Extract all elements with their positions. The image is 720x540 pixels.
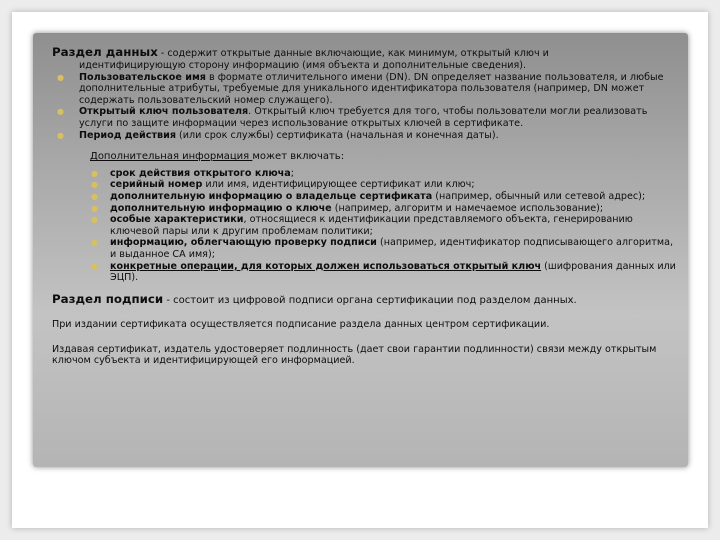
item-text: (например, обычный или сетевой адрес); [432, 190, 646, 202]
list-item [91, 237, 682, 260]
item-bold: Пользовательское имя [79, 71, 206, 83]
bullet-icon: ● [91, 180, 98, 190]
item-text: , относящиеся к идентификации представляемого объекта, генерированию ключевой пары или к другим проблемам политики; [110, 214, 633, 237]
list-item [91, 260, 682, 284]
data-section-list [52, 60, 682, 141]
item-bold: Открытый ключ пользователя [79, 106, 249, 118]
item-bold: особые характеристики [110, 214, 244, 226]
section-signature-title: Раздел подписи [52, 291, 164, 306]
section-data-heading [52, 46, 682, 60]
list-item [91, 202, 682, 215]
section-data-desc-cont: идентифицирующую сторону информацию (имя объекта и дополнительные сведения). [79, 60, 527, 71]
item-text: (шифрования данных или ЭЦП). [110, 260, 676, 284]
item-bold: дополнительную информацию о ключе [110, 202, 332, 214]
section-data-desc: - содержит открытые данные включающие, как минимум, открытый ключ и [157, 48, 549, 59]
item-bold: серийный номер [110, 179, 203, 191]
list-item [57, 129, 682, 142]
item-text: (например, алгоритм и намечаемое использование); [331, 202, 604, 214]
bullet-icon: ● [91, 238, 98, 248]
section-signature-desc: - состоит из цифровой подписи органа сертификации под разделом данных. [163, 294, 577, 306]
bullet-icon: ● [57, 130, 64, 140]
list-item [57, 71, 682, 107]
extra-info-list [90, 168, 682, 284]
bullet-icon: ● [91, 261, 98, 271]
bullet-icon: ● [91, 191, 98, 201]
slide-content [52, 46, 682, 367]
item-text-cont: пользователя, и любые дополнительные атрибуты, требуемые для уникального идентификатора пользователя (например, DN может содержать пользовательский номер служащего). [79, 71, 664, 106]
extra-info-title-rest: может включать: [252, 151, 345, 163]
bullet-icon: ● [91, 215, 98, 225]
list-item [91, 167, 682, 180]
list-item [57, 106, 682, 129]
extra-info-heading [90, 151, 682, 163]
list-item [91, 214, 682, 237]
item-bold: информацию, облегчающую проверку подписи [110, 237, 377, 249]
bullet-icon: ● [57, 107, 64, 117]
item-text: . Открытый ключ требуется для того, чтобы пользователи могли [248, 106, 581, 118]
extra-info-block [52, 151, 682, 284]
bullet-icon: ● [91, 168, 98, 178]
list-item [79, 60, 682, 72]
item-bold: Период действия [79, 129, 176, 141]
item-text: или имя, идентифицирующее сертификат или ключ; [202, 179, 475, 191]
paragraph-attestation: Издавая сертификат, издатель удостоверяет подлинность (дает свои гарантии подлинности) связи между открытым ключом субъекта и идентифицирующей его информацией. [52, 343, 657, 367]
section-signature-heading [52, 291, 682, 307]
list-item [91, 190, 682, 203]
paragraph-issuance: При издании сертификата осуществляется подписание раздела данных центром сертификации. [52, 319, 550, 331]
item-bold: срок действия открытого ключа [110, 167, 291, 179]
extra-info-title: Дополнительная информация [90, 151, 253, 163]
item-text: ; [290, 167, 294, 179]
bullet-icon: ● [57, 72, 64, 82]
item-text-cont: реализовать услуги по защите информации через использование открытых ключей в сертификате. [79, 106, 648, 129]
bullet-icon: ● [91, 203, 98, 213]
section-data-title: Раздел данных [52, 45, 158, 59]
item-bold: конкретные операции, для которых должен использоваться открытый ключ [110, 260, 542, 272]
item-bold: дополнительную информацию о владельце сертификата [110, 190, 433, 202]
item-text: (или срок службы) сертификата (начальная и конечная даты). [175, 129, 499, 141]
item-text: (например, идентификатор подписывающего алгоритма, и выданное CA имя); [110, 237, 673, 260]
item-text: в формате отличительного имени (DN). DN определяет название [205, 71, 542, 83]
list-item [91, 179, 682, 191]
